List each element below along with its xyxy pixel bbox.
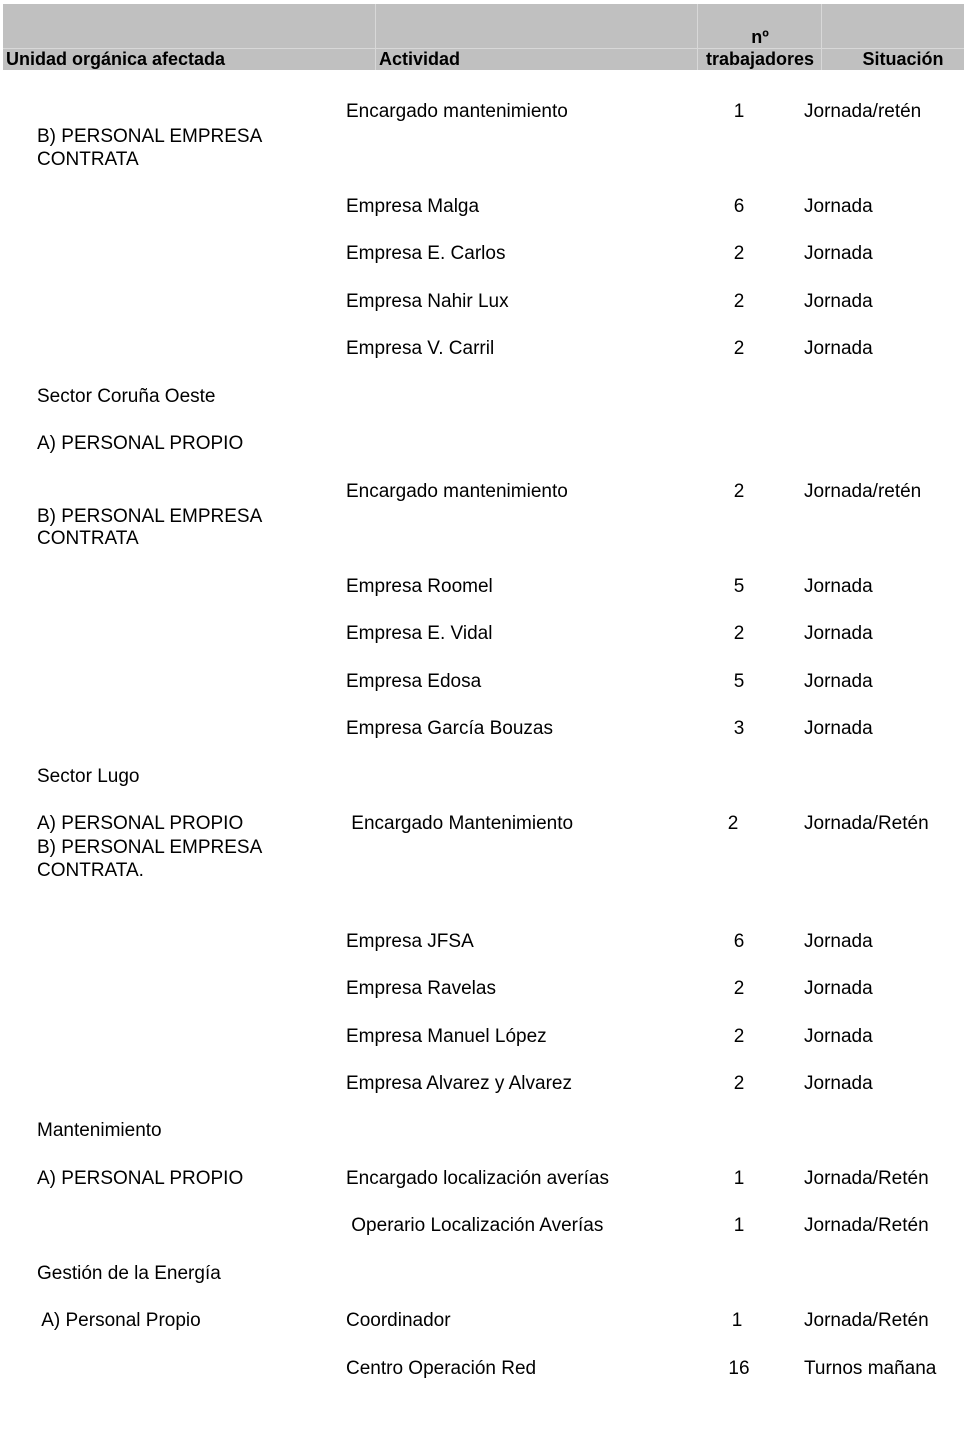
row-num: 3 xyxy=(733,718,745,739)
row-unidad: B) PERSONAL EMPRESA xyxy=(37,126,263,147)
row-actividad: Empresa Ravelas xyxy=(346,978,496,999)
row-unidad: Gestión de la Energía xyxy=(37,1263,221,1284)
row-situacion: Jornada xyxy=(804,576,873,597)
header-cell-trabajadores xyxy=(698,4,822,70)
header-situacion: Situación xyxy=(862,49,944,69)
header-actividad: Actividad xyxy=(379,49,461,69)
row-num: 2 xyxy=(733,623,745,644)
row-actividad: Encargado Mantenimiento xyxy=(346,813,574,834)
row-situacion: Jornada xyxy=(804,978,873,999)
row-actividad: Operario Localización Averías xyxy=(346,1215,604,1236)
row-actividad: Empresa Alvarez y Alvarez xyxy=(346,1073,572,1094)
row-num: 5 xyxy=(733,576,745,597)
row-num: 2 xyxy=(733,243,745,264)
row-actividad: Empresa V. Carril xyxy=(346,338,495,359)
row-unidad: B) PERSONAL EMPRESA xyxy=(37,506,263,527)
row-num: 2 xyxy=(733,1073,745,1094)
row-actividad: Empresa E. Carlos xyxy=(346,243,506,264)
row-unidad: Mantenimiento xyxy=(37,1120,162,1141)
row-situacion: Jornada xyxy=(804,1026,873,1047)
row-situacion: Turnos mañana xyxy=(804,1358,937,1379)
row-situacion: Jornada/Retén xyxy=(804,1168,929,1189)
row-unidad: CONTRATA xyxy=(37,528,139,549)
row-unidad: CONTRATA xyxy=(37,149,139,170)
row-unidad: CONTRATA. xyxy=(37,860,144,881)
table-header xyxy=(3,4,964,70)
header-trabajadores-line2: trabajadores xyxy=(705,49,815,69)
row-num: 6 xyxy=(733,196,745,217)
row-unidad: B) PERSONAL EMPRESA xyxy=(37,837,263,858)
header-cell-actividad xyxy=(376,4,698,70)
row-situacion: Jornada xyxy=(804,243,873,264)
row-num: 6 xyxy=(733,931,745,952)
row-situacion: Jornada/Retén xyxy=(804,1310,929,1331)
row-num: 16 xyxy=(728,1358,750,1379)
row-situacion: Jornada xyxy=(804,291,873,312)
row-actividad: Empresa Nahir Lux xyxy=(346,291,509,312)
row-actividad: Centro Operación Red xyxy=(346,1358,537,1379)
row-unidad: A) PERSONAL PROPIO xyxy=(37,813,244,834)
row-num: 2 xyxy=(733,1026,745,1047)
row-unidad: Sector Lugo xyxy=(37,766,140,787)
row-num: 1 xyxy=(731,1310,743,1331)
row-num: 2 xyxy=(727,813,739,834)
row-actividad: Encargado localización averías xyxy=(346,1168,609,1189)
row-unidad: A) PERSONAL PROPIO xyxy=(37,1168,244,1189)
row-unidad: A) PERSONAL PROPIO xyxy=(37,433,244,454)
row-num: 1 xyxy=(733,1215,745,1236)
row-situacion: Jornada xyxy=(804,196,873,217)
row-situacion: Jornada xyxy=(804,931,873,952)
header-trabajadores-line1: nº xyxy=(751,27,769,47)
row-situacion: Jornada/retén xyxy=(804,101,922,122)
row-num: 2 xyxy=(733,291,745,312)
row-situacion: Jornada/Retén xyxy=(804,1215,929,1236)
row-actividad: Empresa Manuel López xyxy=(346,1026,547,1047)
row-actividad: Empresa Malga xyxy=(346,196,480,217)
row-num: 2 xyxy=(733,978,745,999)
row-actividad: Encargado mantenimiento xyxy=(346,481,568,502)
header-unidad: Unidad orgánica afectada xyxy=(6,49,226,69)
row-unidad: Sector Coruña Oeste xyxy=(37,386,216,407)
row-situacion: Jornada/retén xyxy=(804,481,922,502)
row-num: 2 xyxy=(733,338,745,359)
row-actividad: Empresa JFSA xyxy=(346,931,474,952)
row-situacion: Jornada/Retén xyxy=(804,813,929,834)
row-situacion: Jornada xyxy=(804,623,873,644)
row-actividad: Coordinador xyxy=(346,1310,451,1331)
row-num: 2 xyxy=(733,481,745,502)
row-num: 1 xyxy=(733,1168,745,1189)
row-situacion: Jornada xyxy=(804,718,873,739)
header-cell-unidad xyxy=(3,4,376,70)
row-actividad: Encargado mantenimiento xyxy=(346,101,568,122)
row-actividad: Empresa García Bouzas xyxy=(346,718,553,739)
row-situacion: Jornada xyxy=(804,338,873,359)
row-situacion: Jornada xyxy=(804,1073,873,1094)
row-actividad: Empresa Roomel xyxy=(346,576,493,597)
row-num: 1 xyxy=(733,101,745,122)
row-num: 5 xyxy=(733,671,745,692)
row-actividad: Empresa E. Vidal xyxy=(346,623,493,644)
row-situacion: Jornada xyxy=(804,671,873,692)
row-actividad: Empresa Edosa xyxy=(346,671,482,692)
header-cell-situacion xyxy=(822,4,964,70)
row-unidad: A) Personal Propio xyxy=(37,1310,201,1331)
